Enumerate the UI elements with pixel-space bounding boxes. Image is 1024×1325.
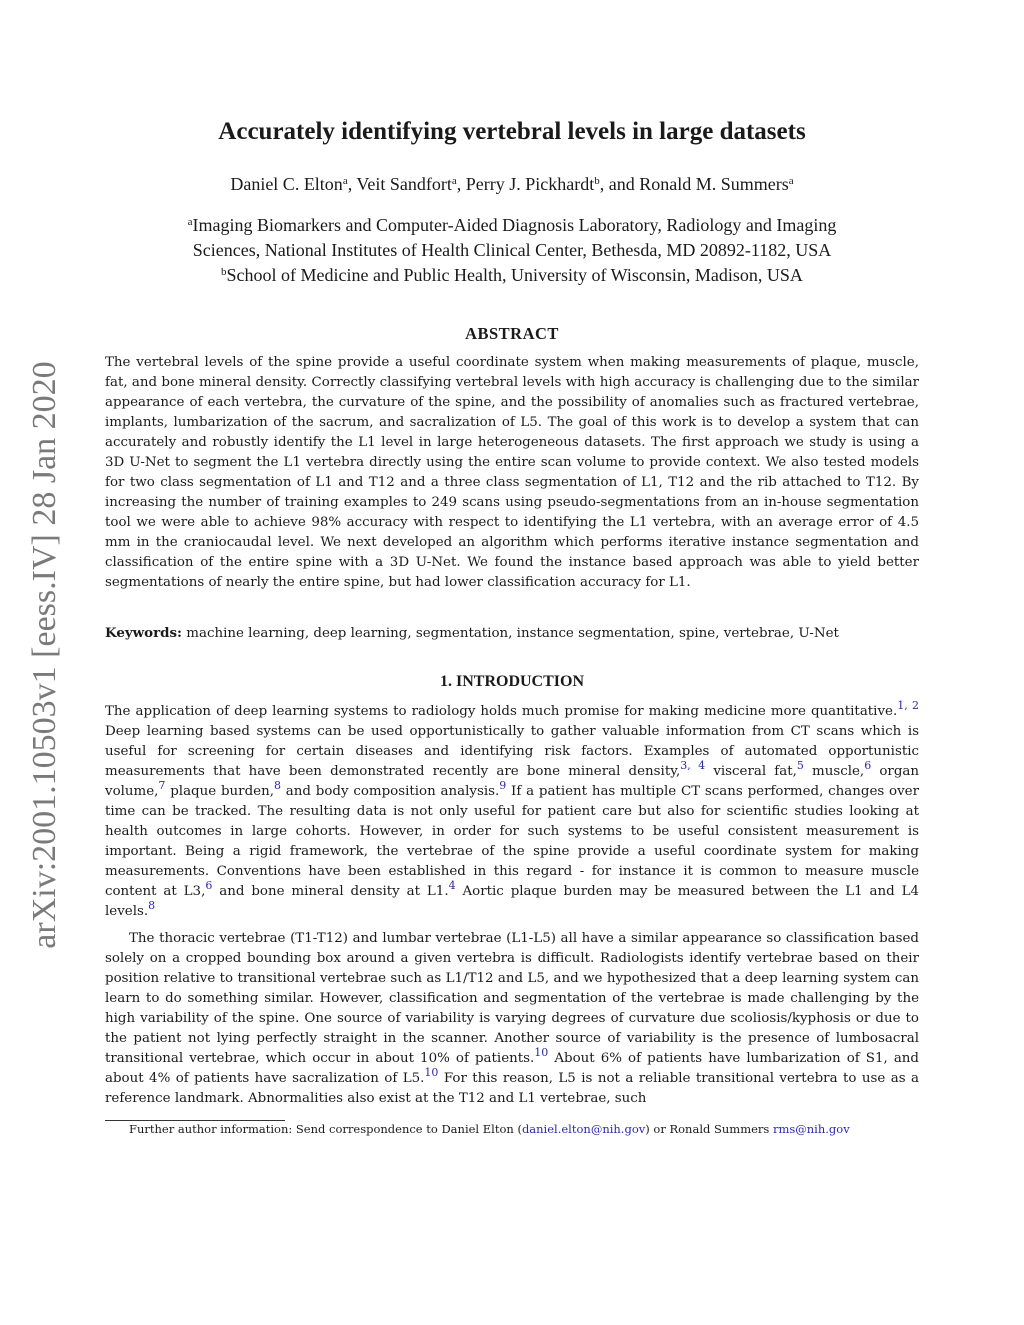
paragraph-text: For this reason, L5 is not a reliable transitional vertebra to use as a reference landmark. Abnormalities also exist at the T12 and L1 vertebrae, such xyxy=(105,1071,919,1106)
citation-ref[interactable]: 8 xyxy=(273,779,281,792)
email-link-elton[interactable]: daniel.elton@nih.gov xyxy=(521,1122,646,1136)
author-affil-mark: b xyxy=(594,175,600,187)
citation-ref[interactable]: 10 xyxy=(424,1066,439,1079)
affiliation-a-line1: $^a$Imaging Biomarkers and Computer-Aided Diagnosis Laboratory, Radiology and Imaging xyxy=(187,215,837,235)
citation-ref[interactable]: 4 xyxy=(448,879,456,892)
paragraph-text: visceral fat, xyxy=(705,764,797,779)
paragraph-text: and body composition analysis. xyxy=(280,784,500,799)
paper-title: Accurately identifying vertebral levels in large datasets xyxy=(218,118,806,145)
citation-ref[interactable]: 8 xyxy=(148,899,156,912)
intro-paragraph-2 xyxy=(105,929,919,1109)
email-link-summers[interactable]: rms@nih.gov xyxy=(772,1122,850,1136)
intro-paragraph-1 xyxy=(105,699,920,922)
citation-ref[interactable]: 3, 4 xyxy=(680,759,706,772)
affiliation-b: $^b$School of Medicine and Public Health, University of Wisconsin, Madison, USA xyxy=(221,265,803,285)
paragraph-text: Deep learning based systems can be used opportunistically to gather valuable information from CT scans which is useful for screening for certain diseases and identifying risk factors. Examples of automated opportunistic measurements that have been demonstrated recently are bone mineral density, xyxy=(105,724,919,779)
footnote: Further author information: Send correspondence to Daniel Elton (daniel.elton@nih.gov) or Ronald Summers rms@nih.gov xyxy=(129,1122,850,1136)
arxiv-identifier xyxy=(20,355,70,955)
author-name: Perry J. Pickhardt xyxy=(465,174,595,194)
keywords-text: machine learning, deep learning, segmentation, instance segmentation, spine, vertebrae, U-Net xyxy=(182,626,839,641)
abstract-heading: ABSTRACT xyxy=(465,324,559,343)
citation-ref[interactable]: 10 xyxy=(534,1046,549,1059)
section-heading-introduction: 1. INTRODUCTION xyxy=(439,673,584,690)
citation-ref[interactable]: 7 xyxy=(158,779,166,792)
paragraph-text: If a patient has multiple CT scans performed, changes over time can be tracked. The resulting data is not only useful for patient care but also for scientific studies looking at health outcomes in large cohorts. However, in order for such systems to be useful consistent measurement is important. Being a rigid framework, the vertebrae of the spine provide a useful coordinate system for making measurements. Conventions have been established in this regard - for instance it is common to measure muscle content at L3, xyxy=(105,784,919,899)
citation-ref[interactable]: 5 xyxy=(796,759,804,772)
author-affil-mark: a xyxy=(788,175,794,187)
affiliations xyxy=(105,213,919,288)
author-name: Daniel C. Elton xyxy=(230,174,343,194)
arxiv-identifier-text: arXiv:2001.10503v1 [eess.IV] 28 Jan 2020 xyxy=(26,361,63,949)
paragraph-text: The thoracic vertebrae (T1-T12) and lumbar vertebrae (L1-L5) all have a similar appearance so classification based solely on a cropped bounding box around a given vertebra is difficult. Radiologists identify vertebrae based on their position relative to transitional vertebrae such as L1/T12 and L5, and we hypothesized that a deep learning system can learn to do something similar. However, classification and segmentation of the vertebrae is made challenging by the high variability of the spine. One source of variability is varying degrees of curvature due scoliosis/kyphosis or due to the patient not lying perfectly straight in the scanner. Another source of variability is the presence of lumbosacral transitional vertebrae, which occur in about 10% of patients. xyxy=(105,931,919,1066)
citation-ref[interactable]: 1, 2 xyxy=(897,699,919,712)
abstract-text: The vertebral levels of the spine provide a useful coordinate system when making measurements of plaque, muscle, fat, and bone mineral density. Correctly classifying vertebral levels with high accuracy is challenging due to the similar appearance of each vertebra, the curvature of the spine, and the possibility of anomalies such as fractured vertebrae, implants, lumbarization of the sacrum, and sacralization of L5. The goal of this work is to develop a system that can accurately and robustly identify the L1 level in large heterogeneous datasets. The first approach we study is using a 3D U-Net to segment the L1 vertebra directly using the entire scan volume to provide context. We also tested models for two class segmentation of L1 and T12 and a three class segmentation of L1, T12 and the rib attached to T12. By increasing the number of training examples to 249 scans using pseudo-segmentations from an in-house segmentation tool we were able to achieve 98% accuracy with respect to identifying the L1 vertebra, with an average error of 4.5 mm in the craniocaudal level. We next developed an algorithm which performs iterative instance segmentation and classification of the entire spine with a 3D U-Net. We found the instance based approach was able to yield better segmentations of nearly the entire spine, but had lower classification accuracy for L1. xyxy=(105,355,919,590)
affiliation-a-line2: Sciences, National Institutes of Health Clinical Center, Bethesda, MD 20892-1182, USA xyxy=(192,240,832,260)
paragraph-text: The application of deep learning systems to radiology holds much promise for making medicine more quantitative. xyxy=(105,704,898,719)
keywords-label: Keywords: xyxy=(105,625,183,641)
paragraph-text: organ volume, xyxy=(105,764,920,799)
author-name: Veit Sandfort xyxy=(356,174,452,194)
citation-ref[interactable]: 9 xyxy=(499,779,507,792)
keywords xyxy=(105,623,919,644)
author-affil-mark: a xyxy=(451,175,457,187)
paragraph-text: muscle, xyxy=(803,764,865,779)
author-list: Daniel C. Elton$^a$, Veit Sandfort$^a$, Perry J. Pickhardt$^b$, and Ronald M. Summers$^a$ xyxy=(230,174,794,194)
author-affil-mark: a xyxy=(342,175,348,187)
author-name: Ronald M. Summers xyxy=(639,174,789,194)
paragraph-text: plaque burden, xyxy=(165,784,274,799)
citation-ref[interactable]: 6 xyxy=(205,879,213,892)
paragraph-text: About 6% of patients have lumbarization of S1, and about 4% of patients have sacralization of L5. xyxy=(105,1051,920,1086)
citation-ref[interactable]: 6 xyxy=(864,759,872,772)
paragraph-text: Aortic plaque burden may be measured between the L1 and L4 levels. xyxy=(105,884,920,919)
paragraph-text: and bone mineral density at L1. xyxy=(212,884,449,899)
